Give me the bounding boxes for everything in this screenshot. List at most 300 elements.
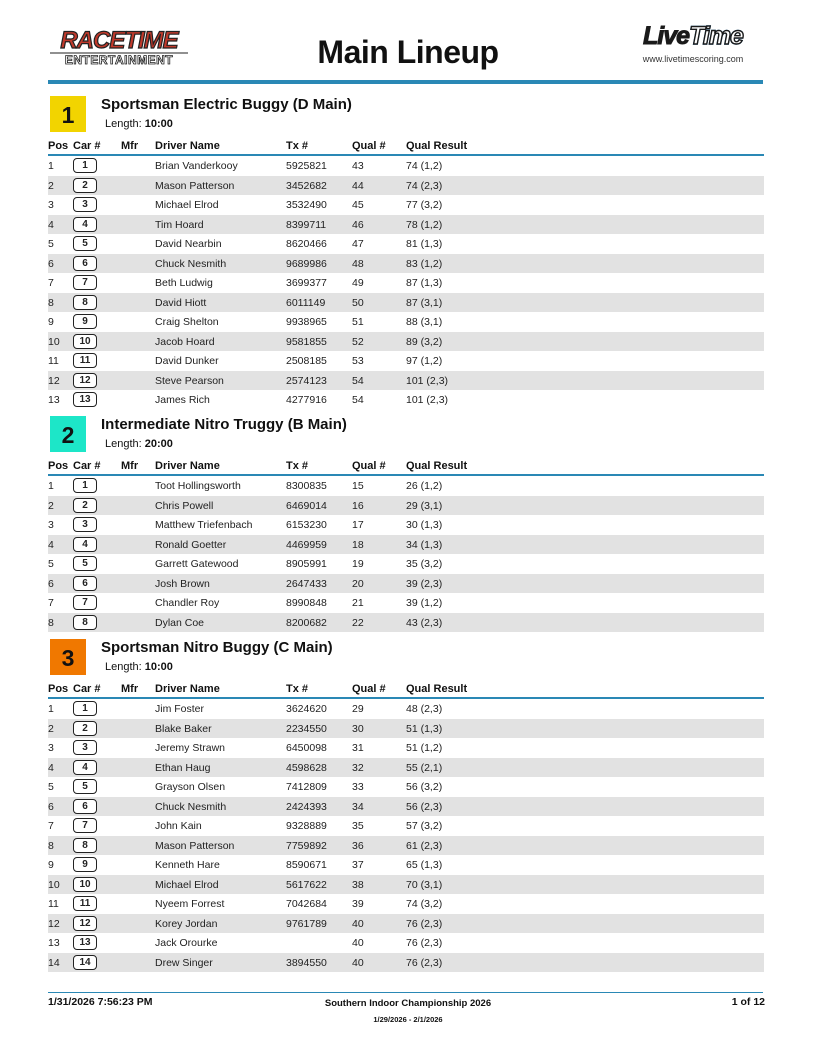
race-number-badge: 3 bbox=[50, 639, 86, 675]
car-number-cell: 2 bbox=[73, 721, 97, 736]
qual-result-cell: 74 (2,3) bbox=[406, 179, 443, 192]
qual-result-cell: 48 (2,3) bbox=[406, 703, 443, 715]
driver-name-cell: Garrett Gatewood bbox=[155, 558, 239, 570]
transponder-cell: 7042684 bbox=[286, 898, 327, 910]
car-number-cell: 9 bbox=[73, 857, 97, 872]
qual-result-cell: 61 (2,3) bbox=[406, 839, 443, 852]
table-row bbox=[48, 593, 764, 613]
qual-number-cell: 21 bbox=[352, 597, 364, 609]
qual-result-cell: 39 (1,2) bbox=[406, 597, 443, 609]
qual-number-cell: 47 bbox=[352, 238, 364, 250]
column-header-mfr: Mfr bbox=[121, 683, 139, 695]
position-cell: 12 bbox=[48, 917, 60, 930]
qual-result-cell: 65 (1,3) bbox=[406, 859, 443, 871]
car-number-cell: 3 bbox=[73, 740, 97, 755]
column-header-mfr: Mfr bbox=[121, 460, 139, 472]
driver-name-cell: David Dunker bbox=[155, 355, 219, 367]
car-number-cell: 11 bbox=[73, 896, 97, 911]
column-header-result: Qual Result bbox=[406, 460, 468, 472]
transponder-cell: 9938965 bbox=[286, 316, 327, 328]
transponder-cell: 9761789 bbox=[286, 917, 327, 930]
car-number-cell: 6 bbox=[73, 799, 97, 814]
race-length-value: 10:00 bbox=[144, 661, 173, 673]
car-number-cell: 13 bbox=[73, 392, 97, 407]
transponder-cell: 6469014 bbox=[286, 499, 327, 512]
qual-number-cell: 31 bbox=[352, 742, 364, 754]
race-name: Sportsman Electric Buggy (D Main) bbox=[101, 96, 352, 113]
race-name: Sportsman Nitro Buggy (C Main) bbox=[101, 639, 333, 656]
driver-name-cell: Nyeem Forrest bbox=[155, 898, 225, 910]
qual-result-cell: 87 (1,3) bbox=[406, 277, 443, 289]
transponder-cell: 6153230 bbox=[286, 519, 327, 531]
position-cell: 13 bbox=[48, 394, 60, 406]
position-cell: 11 bbox=[48, 898, 59, 910]
transponder-cell: 3894550 bbox=[286, 956, 327, 969]
table-row bbox=[48, 933, 764, 953]
racetime-logo-text: RACETIME bbox=[60, 27, 178, 54]
page-number: 1 of 12 bbox=[731, 996, 765, 1008]
car-number-cell: 12 bbox=[73, 916, 97, 931]
driver-name-cell: Toot Hollingsworth bbox=[155, 480, 241, 492]
car-number-cell: 9 bbox=[73, 314, 97, 329]
qual-result-cell: 34 (1,3) bbox=[406, 538, 443, 551]
column-header-pos: Pos bbox=[48, 140, 69, 152]
qual-result-cell: 51 (1,2) bbox=[406, 742, 443, 754]
position-cell: 14 bbox=[48, 956, 60, 969]
table-row bbox=[48, 855, 764, 875]
qual-number-cell: 19 bbox=[352, 558, 364, 570]
table-row bbox=[48, 515, 764, 535]
position-cell: 11 bbox=[48, 355, 59, 367]
position-cell: 6 bbox=[48, 577, 54, 590]
qual-number-cell: 39 bbox=[352, 898, 364, 910]
driver-name-cell: Tim Hoard bbox=[155, 218, 204, 231]
car-number-cell: 2 bbox=[73, 178, 97, 193]
car-number-cell: 13 bbox=[73, 935, 97, 950]
driver-name-cell: Mason Patterson bbox=[155, 839, 235, 852]
column-header-result: Qual Result bbox=[406, 140, 468, 152]
race-length-label: Length: bbox=[105, 118, 142, 130]
qual-number-cell: 48 bbox=[352, 257, 364, 270]
qual-result-cell: 101 (2,3) bbox=[406, 394, 449, 406]
driver-name-cell: David Nearbin bbox=[155, 238, 222, 250]
transponder-cell: 2647433 bbox=[286, 577, 327, 590]
position-cell: 5 bbox=[48, 781, 54, 793]
car-number-cell: 4 bbox=[73, 760, 97, 775]
column-header-driver: Driver Name bbox=[155, 140, 220, 152]
transponder-cell: 4598628 bbox=[286, 761, 327, 774]
table-row bbox=[48, 738, 764, 758]
column-header-qual: Qual # bbox=[352, 683, 386, 695]
qual-result-cell: 76 (2,3) bbox=[406, 956, 443, 969]
car-number-cell: 6 bbox=[73, 256, 97, 271]
qual-number-cell: 20 bbox=[352, 577, 364, 590]
driver-name-cell: Jeremy Strawn bbox=[155, 742, 226, 754]
driver-name-cell: Josh Brown bbox=[155, 577, 210, 590]
qual-result-cell: 43 (2,3) bbox=[406, 616, 443, 629]
table-row bbox=[48, 875, 764, 895]
qual-result-cell: 81 (1,3) bbox=[406, 238, 443, 250]
qual-number-cell: 50 bbox=[352, 296, 364, 309]
livetime-logo bbox=[620, 22, 766, 70]
table-row bbox=[48, 254, 764, 274]
car-number-cell: 1 bbox=[73, 158, 97, 173]
driver-name-cell: James Rich bbox=[155, 394, 210, 406]
position-cell: 10 bbox=[48, 878, 60, 891]
driver-name-cell: Ronald Goetter bbox=[155, 538, 227, 551]
footer-divider bbox=[48, 992, 763, 993]
driver-name-cell: John Kain bbox=[155, 820, 202, 832]
qual-number-cell: 34 bbox=[352, 800, 364, 813]
qual-number-cell: 36 bbox=[352, 839, 364, 852]
qual-number-cell: 54 bbox=[352, 374, 364, 387]
race-number-badge: 1 bbox=[50, 96, 86, 132]
race-length bbox=[105, 661, 173, 673]
transponder-cell: 4277916 bbox=[286, 394, 327, 406]
qual-result-cell: 26 (1,2) bbox=[406, 480, 443, 492]
qual-result-cell: 30 (1,3) bbox=[406, 519, 443, 531]
qual-number-cell: 51 bbox=[352, 316, 364, 328]
qual-number-cell: 52 bbox=[352, 335, 364, 348]
column-header-tx: Tx # bbox=[286, 140, 309, 152]
column-header-pos: Pos bbox=[48, 683, 69, 695]
qual-number-cell: 53 bbox=[352, 355, 364, 367]
position-cell: 9 bbox=[48, 859, 54, 871]
qual-result-cell: 55 (2,1) bbox=[406, 761, 443, 774]
transponder-cell: 2508185 bbox=[286, 355, 327, 367]
transponder-cell: 8990848 bbox=[286, 597, 327, 609]
lineup-table bbox=[48, 156, 764, 410]
transponder-cell: 9581855 bbox=[286, 335, 327, 348]
car-number-cell: 3 bbox=[73, 517, 97, 532]
car-number-cell: 4 bbox=[73, 217, 97, 232]
race-name: Intermediate Nitro Truggy (B Main) bbox=[101, 416, 347, 433]
transponder-cell: 8399711 bbox=[286, 218, 327, 231]
qual-result-cell: 78 (1,2) bbox=[406, 218, 443, 231]
table-row bbox=[48, 234, 764, 254]
transponder-cell: 8200682 bbox=[286, 616, 327, 629]
qual-number-cell: 38 bbox=[352, 878, 364, 891]
qual-result-cell: 35 (3,2) bbox=[406, 558, 443, 570]
position-cell: 4 bbox=[48, 761, 54, 774]
qual-number-cell: 44 bbox=[352, 179, 364, 192]
table-row bbox=[48, 719, 764, 739]
driver-name-cell: Jack Orourke bbox=[155, 937, 218, 949]
table-row bbox=[48, 351, 764, 371]
position-cell: 2 bbox=[48, 179, 54, 192]
car-number-cell: 6 bbox=[73, 576, 97, 591]
table-row bbox=[48, 914, 764, 934]
car-number-cell: 10 bbox=[73, 334, 97, 349]
driver-name-cell: David Hiott bbox=[155, 296, 207, 309]
table-row bbox=[48, 476, 764, 496]
transponder-cell: 2234550 bbox=[286, 722, 327, 735]
header-divider bbox=[48, 80, 763, 84]
table-row bbox=[48, 496, 764, 516]
car-number-cell: 11 bbox=[73, 353, 97, 368]
column-header-car: Car # bbox=[73, 460, 101, 472]
position-cell: 3 bbox=[48, 742, 54, 754]
position-cell: 12 bbox=[48, 374, 60, 387]
transponder-cell: 9328889 bbox=[286, 820, 327, 832]
column-header-driver: Driver Name bbox=[155, 683, 220, 695]
transponder-cell: 9689986 bbox=[286, 257, 327, 270]
driver-name-cell: Chuck Nesmith bbox=[155, 800, 227, 813]
table-row bbox=[48, 699, 764, 719]
position-cell: 1 bbox=[48, 160, 54, 172]
table-row bbox=[48, 777, 764, 797]
position-cell: 8 bbox=[48, 296, 54, 309]
position-cell: 2 bbox=[48, 722, 54, 735]
transponder-cell: 7412809 bbox=[286, 781, 327, 793]
column-header-mfr: Mfr bbox=[121, 140, 139, 152]
race-length-value: 10:00 bbox=[144, 118, 173, 130]
race-length-label: Length: bbox=[105, 438, 142, 450]
column-header-tx: Tx # bbox=[286, 683, 309, 695]
column-header-qual: Qual # bbox=[352, 140, 386, 152]
position-cell: 10 bbox=[48, 335, 60, 348]
transponder-cell: 8300835 bbox=[286, 480, 327, 492]
driver-name-cell: Korey Jordan bbox=[155, 917, 218, 930]
print-timestamp: 1/31/2026 7:56:23 PM bbox=[48, 996, 153, 1008]
transponder-cell: 2574123 bbox=[286, 374, 327, 387]
qual-number-cell: 30 bbox=[352, 722, 364, 735]
car-number-cell: 8 bbox=[73, 295, 97, 310]
position-cell: 6 bbox=[48, 800, 54, 813]
qual-number-cell: 32 bbox=[352, 761, 364, 774]
qual-result-cell: 83 (1,2) bbox=[406, 257, 443, 270]
car-number-cell: 7 bbox=[73, 275, 97, 290]
table-row bbox=[48, 332, 764, 352]
car-number-cell: 14 bbox=[73, 955, 97, 970]
qual-number-cell: 54 bbox=[352, 394, 364, 406]
car-number-cell: 4 bbox=[73, 537, 97, 552]
livetime-live: Live bbox=[643, 22, 690, 50]
driver-name-cell: Jim Foster bbox=[155, 703, 205, 715]
table-row bbox=[48, 574, 764, 594]
driver-name-cell: Michael Elrod bbox=[155, 878, 219, 891]
position-cell: 4 bbox=[48, 538, 54, 551]
race-length bbox=[105, 118, 173, 130]
qual-result-cell: 56 (2,3) bbox=[406, 800, 443, 813]
table-row bbox=[48, 554, 764, 574]
transponder-cell: 4469959 bbox=[286, 538, 327, 551]
table-row bbox=[48, 797, 764, 817]
qual-result-cell: 51 (1,3) bbox=[406, 722, 443, 735]
qual-number-cell: 29 bbox=[352, 703, 364, 715]
driver-name-cell: Chandler Roy bbox=[155, 597, 220, 609]
car-number-cell: 5 bbox=[73, 779, 97, 794]
column-header-car: Car # bbox=[73, 140, 101, 152]
lineup-table bbox=[48, 476, 764, 632]
livetime-wordmark bbox=[620, 22, 766, 50]
car-number-cell: 7 bbox=[73, 818, 97, 833]
transponder-cell: 2424393 bbox=[286, 800, 327, 813]
position-cell: 8 bbox=[48, 616, 54, 629]
table-row bbox=[48, 836, 764, 856]
column-header-car: Car # bbox=[73, 683, 101, 695]
qual-number-cell: 46 bbox=[352, 218, 364, 231]
transponder-cell: 5925821 bbox=[286, 160, 327, 172]
transponder-cell: 3624620 bbox=[286, 703, 327, 715]
table-row bbox=[48, 816, 764, 836]
column-header-qual: Qual # bbox=[352, 460, 386, 472]
livetime-url: www.livetimescoring.com bbox=[642, 54, 744, 64]
transponder-cell: 3699377 bbox=[286, 277, 327, 289]
qual-number-cell: 35 bbox=[352, 820, 364, 832]
position-cell: 6 bbox=[48, 257, 54, 270]
table-row bbox=[48, 613, 764, 633]
race-length-label: Length: bbox=[105, 661, 142, 673]
position-cell: 7 bbox=[48, 277, 54, 289]
car-number-cell: 8 bbox=[73, 615, 97, 630]
driver-name-cell: Grayson Olsen bbox=[155, 781, 226, 793]
driver-name-cell: Michael Elrod bbox=[155, 199, 219, 211]
car-number-cell: 3 bbox=[73, 197, 97, 212]
driver-name-cell: Drew Singer bbox=[155, 956, 213, 969]
table-row bbox=[48, 371, 764, 391]
qual-result-cell: 56 (3,2) bbox=[406, 781, 443, 793]
driver-name-cell: Mason Patterson bbox=[155, 179, 235, 192]
driver-name-cell: Brian Vanderkooy bbox=[155, 160, 238, 172]
race-number-badge: 2 bbox=[50, 416, 86, 452]
qual-number-cell: 49 bbox=[352, 277, 364, 289]
qual-number-cell: 16 bbox=[352, 499, 364, 512]
qual-number-cell: 15 bbox=[352, 480, 364, 492]
car-number-cell: 10 bbox=[73, 877, 97, 892]
driver-name-cell: Kenneth Hare bbox=[155, 859, 220, 871]
driver-name-cell: Ethan Haug bbox=[155, 761, 211, 774]
transponder-cell: 6450098 bbox=[286, 742, 327, 754]
transponder-cell: 8905991 bbox=[286, 558, 327, 570]
position-cell: 7 bbox=[48, 820, 54, 832]
table-row bbox=[48, 176, 764, 196]
position-cell: 8 bbox=[48, 839, 54, 852]
table-row bbox=[48, 535, 764, 555]
table-row bbox=[48, 215, 764, 235]
position-cell: 1 bbox=[48, 703, 54, 715]
driver-name-cell: Chuck Nesmith bbox=[155, 257, 227, 270]
column-header-tx: Tx # bbox=[286, 460, 309, 472]
transponder-cell: 7759892 bbox=[286, 839, 327, 852]
lineup-table bbox=[48, 699, 764, 972]
transponder-cell: 3452682 bbox=[286, 179, 327, 192]
car-number-cell: 8 bbox=[73, 838, 97, 853]
position-cell: 3 bbox=[48, 519, 54, 531]
car-number-cell: 7 bbox=[73, 595, 97, 610]
transponder-cell: 5617622 bbox=[286, 878, 327, 891]
position-cell: 9 bbox=[48, 316, 54, 328]
qual-result-cell: 89 (3,2) bbox=[406, 335, 443, 348]
column-headers bbox=[48, 683, 764, 697]
position-cell: 5 bbox=[48, 558, 54, 570]
qual-result-cell: 57 (3,2) bbox=[406, 820, 443, 832]
table-row bbox=[48, 273, 764, 293]
qual-number-cell: 17 bbox=[352, 519, 364, 531]
position-cell: 13 bbox=[48, 937, 60, 949]
qual-result-cell: 76 (2,3) bbox=[406, 917, 443, 930]
qual-result-cell: 97 (1,2) bbox=[406, 355, 443, 367]
qual-result-cell: 74 (3,2) bbox=[406, 898, 443, 910]
racetime-logo-subtext: ENTERTAINMENT bbox=[64, 53, 174, 67]
transponder-cell: 8590671 bbox=[286, 859, 327, 871]
driver-name-cell: Matthew Triefenbach bbox=[155, 519, 253, 531]
page-title: Main Lineup bbox=[317, 34, 499, 70]
driver-name-cell: Beth Ludwig bbox=[155, 277, 213, 289]
driver-name-cell: Blake Baker bbox=[155, 722, 212, 735]
table-row bbox=[48, 293, 764, 313]
car-number-cell: 1 bbox=[73, 701, 97, 716]
position-cell: 5 bbox=[48, 238, 54, 250]
qual-result-cell: 70 (3,1) bbox=[406, 878, 443, 891]
column-header-pos: Pos bbox=[48, 460, 69, 472]
transponder-cell: 8620466 bbox=[286, 238, 327, 250]
transponder-cell: 6011149 bbox=[286, 296, 326, 309]
car-number-cell: 5 bbox=[73, 556, 97, 571]
table-row bbox=[48, 156, 764, 176]
event-dates: 1/29/2026 - 2/1/2026 bbox=[373, 1015, 443, 1024]
qual-result-cell: 87 (3,1) bbox=[406, 296, 443, 309]
column-header-result: Qual Result bbox=[406, 683, 468, 695]
table-row bbox=[48, 894, 764, 914]
position-cell: 1 bbox=[48, 480, 54, 492]
qual-number-cell: 40 bbox=[352, 937, 364, 949]
table-row bbox=[48, 758, 764, 778]
car-number-cell: 5 bbox=[73, 236, 97, 251]
car-number-cell: 2 bbox=[73, 498, 97, 513]
qual-number-cell: 22 bbox=[352, 616, 364, 629]
qual-result-cell: 88 (3,1) bbox=[406, 316, 443, 328]
column-headers bbox=[48, 140, 764, 154]
position-cell: 4 bbox=[48, 218, 54, 231]
qual-number-cell: 37 bbox=[352, 859, 364, 871]
driver-name-cell: Jacob Hoard bbox=[155, 335, 215, 348]
driver-name-cell: Craig Shelton bbox=[155, 316, 219, 328]
qual-result-cell: 101 (2,3) bbox=[406, 374, 449, 387]
driver-name-cell: Dylan Coe bbox=[155, 616, 205, 629]
qual-result-cell: 39 (2,3) bbox=[406, 577, 443, 590]
event-name: Southern Indoor Championship 2026 bbox=[324, 998, 492, 1009]
qual-result-cell: 76 (2,3) bbox=[406, 937, 443, 949]
qual-number-cell: 40 bbox=[352, 917, 364, 930]
qual-number-cell: 45 bbox=[352, 199, 364, 211]
driver-name-cell: Chris Powell bbox=[155, 499, 214, 512]
table-row bbox=[48, 195, 764, 215]
driver-name-cell: Steve Pearson bbox=[155, 374, 224, 387]
position-cell: 2 bbox=[48, 499, 54, 512]
position-cell: 3 bbox=[48, 199, 54, 211]
qual-result-cell: 29 (3,1) bbox=[406, 499, 443, 512]
qual-number-cell: 33 bbox=[352, 781, 364, 793]
column-headers bbox=[48, 460, 764, 474]
race-length bbox=[105, 438, 173, 450]
qual-number-cell: 43 bbox=[352, 160, 364, 172]
qual-number-cell: 40 bbox=[352, 956, 364, 969]
table-row bbox=[48, 953, 764, 973]
transponder-cell: 3532490 bbox=[286, 199, 327, 211]
table-row bbox=[48, 312, 764, 332]
car-number-cell: 12 bbox=[73, 373, 97, 388]
qual-result-cell: 77 (3,2) bbox=[406, 199, 443, 211]
column-header-driver: Driver Name bbox=[155, 460, 220, 472]
table-row bbox=[48, 390, 764, 410]
race-length-value: 20:00 bbox=[144, 438, 173, 450]
qual-result-cell: 74 (1,2) bbox=[406, 160, 443, 172]
qual-number-cell: 18 bbox=[352, 538, 364, 551]
livetime-time: Time bbox=[689, 22, 743, 50]
car-number-cell: 1 bbox=[73, 478, 97, 493]
position-cell: 7 bbox=[48, 597, 54, 609]
